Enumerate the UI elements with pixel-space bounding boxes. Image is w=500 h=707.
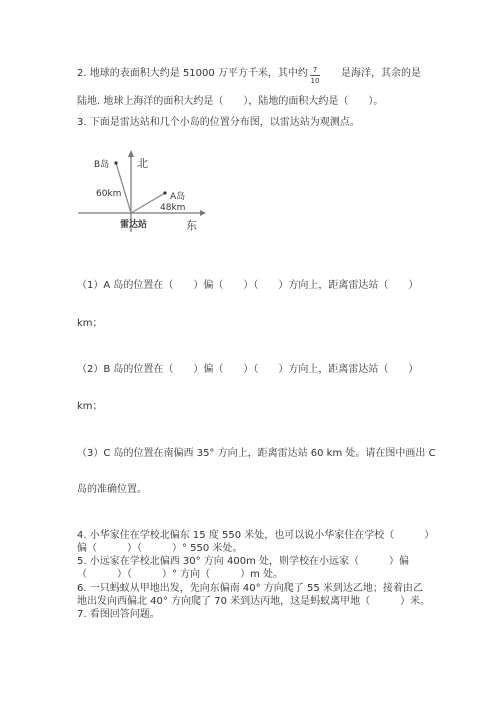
q2-line1-part1: 2. 地球的表面积大约是 51000 万平方千米，其中约 <box>77 68 308 79</box>
east-label: 东 <box>186 219 197 232</box>
island-b-point <box>114 161 117 164</box>
q4-line2: 偏（ ）（ ）° 550 米处。 <box>77 543 243 554</box>
q3-sub1-unit: km； <box>77 318 103 329</box>
q6-line1: 6. 一只蚂蚁从甲地出发，先向东偏南 40° 方向爬了 55 米到达乙地；接着由乙 <box>77 583 423 594</box>
q3-sub1: （1）A 岛的位置在（ ）偏（ ）（ ）方向上，距离雷达站（ ） <box>77 280 419 291</box>
fraction-numerator: 7 <box>312 66 318 74</box>
q3-sub3-line2: 岛的准确位置。 <box>77 484 147 495</box>
island-a-point <box>163 191 166 194</box>
station-label: 雷达站 <box>120 220 148 230</box>
dist-a-label: 48km <box>160 203 186 213</box>
q3-sub2-unit: km； <box>77 401 103 412</box>
east-arrowhead <box>200 210 206 216</box>
q3-sub3-line1: （3）C 岛的位置在南偏西 35° 方向上，距离雷达站 60 km 处。请在图中画出 C <box>77 448 436 459</box>
dist-b-label: 60km <box>96 189 122 199</box>
island-a-label: A岛 <box>170 192 186 202</box>
north-arrowhead <box>128 150 134 157</box>
north-label: 北 <box>137 157 148 170</box>
q5-line2: （ ）（ ）° 方向（ ）m 处。 <box>77 569 284 580</box>
q2-line2: 陆地. 地球上海洋的面积大约是（ ），陆地的面积大约是（ ）。 <box>77 96 384 107</box>
fraction-denominator: 10 <box>310 77 320 85</box>
q2-line1-part2: 是海洋，其余的是 <box>341 68 421 79</box>
q3-sub2: （2）B 岛的位置在（ ）偏（ ）（ ）方向上，距离雷达站（ ） <box>77 364 419 375</box>
q4-line1: 4. 小华家住在学校北偏东 15 度 550 米处，也可以说小华家住在学校（ ） <box>77 530 435 541</box>
line-to-island-b <box>116 163 131 213</box>
q6-line2: 地出发向西偏北 40° 方向爬了 70 米到达丙地，这是蚂蚁离甲地（ ）米。 <box>77 596 431 607</box>
q3-intro: 3. 下面是雷达站和几个小岛的位置分布图，以雷达站为观测点。 <box>77 117 360 128</box>
q5-line1: 5. 小远家在学校北偏西 30° 方向 400m 处，则学校在小远家（ ）偏 <box>77 556 409 567</box>
island-b-label: B岛 <box>94 160 110 170</box>
q7-line1: 7. 看图回答问题。 <box>77 609 160 620</box>
